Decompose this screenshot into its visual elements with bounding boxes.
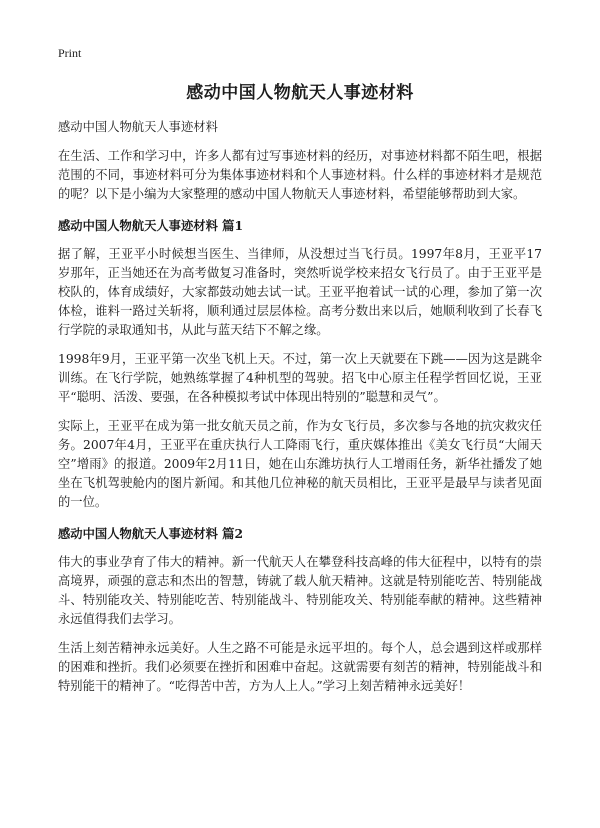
- intro-paragraph: 在生活、工作和学习中，许多人都有过写事迹材料的经历，对事迹材料都不陌生吧，根据范围的不同，事迹材料可分为集体事迹材料和个人事迹材料。什么样的事迹材料才是规范的呢？以下是小编为大家整理的感动中国人物航天人事迹材料，希望能够帮助到大家。: [58, 149, 542, 201]
- document-title: 感动中国人物航天人事迹材料: [186, 83, 414, 103]
- document-body: [58, 118, 542, 706]
- print-link[interactable]: Print: [58, 46, 82, 60]
- section-1-paragraph-3: 实际上，王亚平在成为第一批女航天员之前，作为女飞行员，多次参与各地的抗灾救灾任务。2007年4月，王亚平在重庆执行人工降雨飞行，重庆媒体推出《美女飞行员“大闹天空”增雨》的报道。2009年2月11日，她在山东潍坊执行人工增雨任务，新华社播发了她坐在飞机驾驶舱内的图片新闻。和其他几位神秘的航天员相比，王亚平是最早与读者见面的一位。: [58, 419, 542, 509]
- section-heading-1: 感动中国人物航天人事迹材料 篇1: [58, 218, 243, 233]
- section-2-paragraph-2: 生活上刻苦精神永远美好。人生之路不可能是永远平坦的。每个人，总会遇到这样或那样的困难和挫折。我们必须要在挫折和困难中奋起。这就需要有刻苦的精神，特别能战斗和特别能干的精神了。“吃得苦中苦，方为人上人。”学习上刻苦精神永远美好！: [58, 641, 542, 693]
- section-heading-2: 感动中国人物航天人事迹材料 篇2: [58, 526, 243, 541]
- section-1-paragraph-1: 据了解，王亚平小时候想当医生、当律师，从没想过当飞行员。1997年8月，王亚平17岁那年，正当她还在为高考做复习准备时，突然听说学校来招女飞行员了。由于王亚平是校队的，体育成绩好，大家都鼓动她去试一试。王亚平抱着试一试的心理，参加了第一次体检，谁料一路过关斩将，顺利通过层层体检。高考分数出来以后，她顺利收到了长春飞行学院的录取通知书，从此与蓝天结下不解之缘。: [58, 247, 542, 337]
- section-2-paragraph-1: 伟大的事业孕育了伟大的精神。新一代航天人在攀登科技高峰的伟大征程中，以特有的崇高境界，顽强的意志和杰出的智慧，铸就了载人航天精神。这就是特别能吃苦、特别能战斗、特别能攻关、特别能吃苦、特别能战斗、特别能攻关、特别能奉献的精神。这些精神永远值得我们去学习。: [58, 555, 542, 626]
- document-subtitle: 感动中国人物航天人事迹材料: [58, 120, 218, 134]
- section-1-paragraph-2: 1998年9月，王亚平第一次坐飞机上天。不过，第一次上天就要在下跳——因为这是跳伞训练。在飞行学院，她熟练掌握了4种机型的驾驶。招飞中心原主任程学哲回忆说，王亚平“聪明、活泼、要强，在各种模拟考试中体现出特别的”聪慧和灵气”。: [58, 352, 542, 404]
